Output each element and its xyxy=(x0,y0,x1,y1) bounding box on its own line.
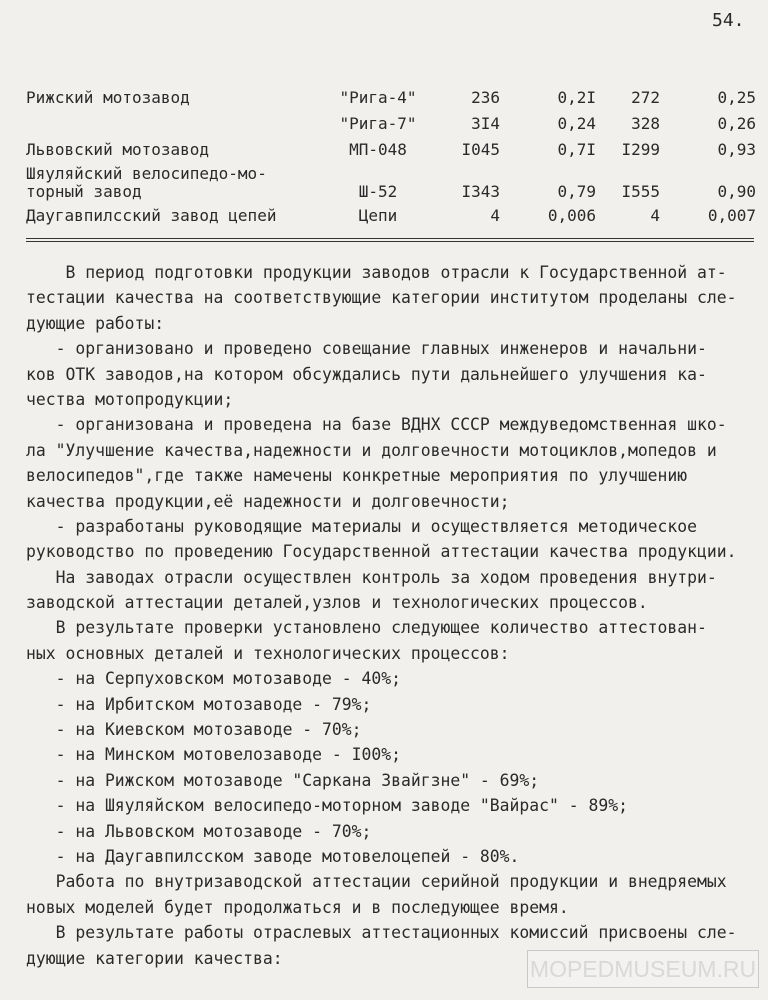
text-line: - на Львовском мотозаводе - 70%; xyxy=(26,821,372,841)
text-line: Работа по внутризаводской аттестации серийной продукции и внедряемых xyxy=(26,872,727,892)
table-cell-value: 0,90 xyxy=(717,182,756,201)
text-line: В результате работы отраслевых аттестационных комиссий присвоены сле- xyxy=(26,923,737,943)
table-cell-plant: торный завод xyxy=(26,182,142,201)
table-cell-plant: Львовский мотозавод xyxy=(26,140,210,159)
table-cell-plant: Рижский мотозавод xyxy=(26,88,190,107)
table-cell-value: 272 xyxy=(631,88,660,107)
table-cell-value: 4 xyxy=(490,206,500,225)
table-cell-model: МП-048 xyxy=(349,140,407,159)
text-line: ных основных деталей и технологических процессов: xyxy=(26,643,510,663)
table-cell-value: 0,79 xyxy=(557,182,596,201)
text-line: - на Даугавпилсском заводе мотовелоцепей - 80%. xyxy=(26,846,520,866)
text-line: дующие категории качества: xyxy=(26,948,283,968)
watermark-logo: MOPEDMUSEUM.RU xyxy=(527,950,759,988)
table-cell-value: 0,007 xyxy=(707,206,756,225)
table-cell-value: 0,25 xyxy=(717,88,756,107)
table-cell-plant: Даугавпилсский завод цепей xyxy=(26,206,277,225)
text-line: В период подготовки продукции заводов отрасли к Государственной ат- xyxy=(26,263,727,282)
text-line: велосипедов",где также намечены конкретные мероприятия по улучшению xyxy=(26,466,688,486)
text-line: - на Минском мотовелозаводе - I00%; xyxy=(26,745,401,765)
text-line: дующие работы: xyxy=(26,313,165,333)
text-line: - на Ирбитском мотозаводе - 79%; xyxy=(26,694,372,714)
table-cell-value: I299 xyxy=(621,140,660,159)
table-cell-value: I555 xyxy=(621,182,660,201)
table-rule-bottom xyxy=(26,241,754,242)
text-line: - на Киевском мотозаводе - 70%; xyxy=(26,720,362,740)
page-number: 54. xyxy=(712,10,745,31)
text-line: В результате проверки установлено следующее количество аттестован- xyxy=(26,618,707,638)
text-line: - на Рижском мотозаводе "Саркана Звайгзне" - 69%; xyxy=(26,770,540,790)
text-line: руководство по проведению Государственной аттестации качества продукции. xyxy=(26,542,737,562)
text-line: чества мотопродукции; xyxy=(26,389,234,409)
text-line: ков ОТК заводов,на котором обсуждались пути дальнейшего улучшения ка- xyxy=(26,364,707,384)
table-cell-model: "Рига-7" xyxy=(339,114,417,133)
text-line: На заводах отрасли осуществлен контроль за ходом проведения внутри- xyxy=(26,567,717,587)
table-cell-value: 0,006 xyxy=(547,206,596,225)
table-cell-model: Цепи xyxy=(358,206,398,225)
text-line: заводской аттестации деталей,узлов и технологических процессов. xyxy=(26,593,648,613)
text-line: - организована и проведена на базе ВДНХ СССР междуведомственная шко- xyxy=(26,415,727,435)
table-cell-value: I045 xyxy=(461,140,500,159)
table-cell-value: 236 xyxy=(471,88,500,107)
table-cell-value: I343 xyxy=(461,182,500,201)
table-rule-top xyxy=(26,238,754,239)
table-cell-value: 0,2I xyxy=(557,88,596,107)
table-cell-plant: Шяуляйский велосипедо-мо- xyxy=(26,164,267,183)
table-cell-value: 328 xyxy=(631,114,660,133)
table-cell-value: 3I4 xyxy=(471,114,500,133)
table-cell-value: 0,24 xyxy=(557,114,596,133)
body-text xyxy=(26,260,756,971)
text-line: новых моделей будет продолжаться и в последующее время. xyxy=(26,897,569,917)
text-line: ла "Улучшение качества,надежности и долговечности мотоциклов,мопедов и xyxy=(26,440,717,460)
text-line: - на Серпуховском мотозаводе - 40%; xyxy=(26,669,401,689)
table-cell-value: 0,93 xyxy=(717,140,756,159)
table-cell-value: 0,7I xyxy=(557,140,596,159)
text-line: - разработаны руководящие материалы и осуществляется методическое xyxy=(26,516,698,536)
table-cell-model: Ш-52 xyxy=(358,182,398,201)
table-cell-value: 0,26 xyxy=(717,114,756,133)
table-cell-value: 4 xyxy=(650,206,660,225)
text-line: тестации качества на соответствующие категории институтом проделаны сле- xyxy=(26,288,737,308)
text-line: - на Шяуляйском велосипедо-моторном заводе "Вайрас" - 89%; xyxy=(26,796,628,816)
text-line: - организовано и проведено совещание главных инженеров и начальни- xyxy=(26,339,707,359)
text-line: качества продукции,её надежности и долговечности; xyxy=(26,491,510,511)
table-cell-model: "Рига-4" xyxy=(339,88,417,107)
